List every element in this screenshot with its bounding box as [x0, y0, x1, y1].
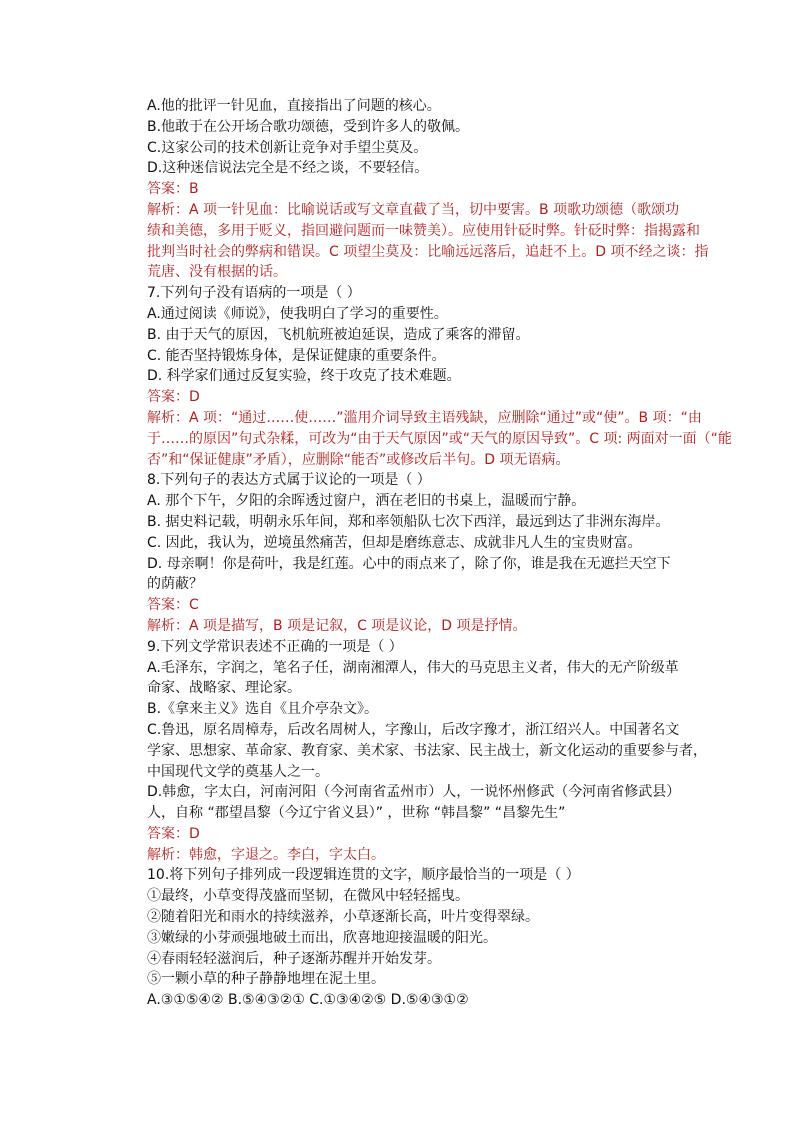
answer-label: 答案：B — [147, 181, 199, 198]
answer-label: 答案：D — [147, 389, 200, 406]
explanation-line: 荒唐、没有根据的话。 — [147, 264, 287, 281]
option-c: C. 能否坚持锻炼身体，是保证健康的重要条件。 — [147, 347, 446, 364]
question-stem: 10.将下列句子排列成一段逻辑连贯的文字，顺序最恰当的一项是（ ） — [147, 867, 580, 884]
explanation-line: 解析：韩愈，字退之。李白，字太白。 — [147, 846, 385, 863]
sentence-1: ①最终，小草变得茂盛而坚韧，在微风中轻轻摇曳。 — [147, 888, 469, 905]
explanation-line: 解析：A 项是描写，B 项是记叙，C 项是议论，D 项是抒情。 — [147, 617, 527, 634]
explanation-line: 绩和美德，多用于贬义，指回避问题而一味赞美）。应使用针砭时弊。针砭时弊：指揭露和 — [147, 222, 700, 239]
option-d: D. 科学家们通过反复实验，终于攻克了技术难题。 — [147, 368, 461, 385]
question-6 — [147, 96, 709, 283]
option-d: D. 母亲啊！你是荷叶，我是红莲。心中的雨点来了，除了你，谁是我在无遮拦天空下 — [147, 555, 671, 572]
question-stem: 7.下列句子没有语病的一项是（ ） — [147, 285, 361, 302]
question-9 — [147, 637, 707, 866]
choice-options: A.③①⑤④② B.⑤④③②① C.①③④②⑤ D.⑤④③①② — [147, 992, 469, 1009]
option-c-continued: 学家、思想家、革命家、教育家、美术家、书法家、民主战士，新文化运动的重要参与者， — [147, 742, 707, 759]
option-a: A.通过阅读《师说》，使我明白了学习的重要性。 — [147, 305, 448, 322]
exam-page — [147, 96, 732, 1011]
answer-label: 答案：D — [147, 825, 200, 842]
option-b: B. 由于天气的原因，飞机航班被迫延误，造成了乘客的滞留。 — [147, 326, 530, 343]
question-stem: 8.下列句子的表达方式属于议论的一项是（ ） — [147, 472, 431, 489]
option-d-continued: 的荫蔽？ — [147, 576, 203, 593]
option-b: B.《拿来主义》选自《且介亭杂文》。 — [147, 701, 379, 718]
explanation-line: 解析：A 项：“通过……使……”滥用介词导致主语残缺，应删除“通过”或“使”。B 项：“由 — [147, 409, 702, 426]
option-b: B. 据史料记载，明朝永乐年间，郑和率领船队七次下西洋，最远到达了非洲东海岸。 — [147, 513, 670, 530]
answer-label: 答案：C — [147, 597, 199, 614]
option-d: D.这种迷信说法完全是不经之谈，不要轻信。 — [147, 160, 429, 177]
option-c-continued: 中国现代文学的奠基人之一。 — [147, 763, 329, 780]
option-a: A.他的批评一针见血，直接指出了问题的核心。 — [147, 98, 441, 114]
option-d: D.韩愈，字太白，河南河阳（今河南省孟州市）人，一说怀州修武（今河南省修武县） — [147, 784, 681, 801]
option-c: C. 因此，我认为，逆境虽然痛苦，但却是磨练意志、成就非凡人生的宝贵财富。 — [147, 534, 642, 551]
option-c: C.鲁迅，原名周樟寿，后改名周树人，字豫山，后改字豫才，浙江绍兴人。中国著名文 — [147, 721, 680, 738]
option-c: C.这家公司的技术创新让竞争对手望尘莫及。 — [147, 139, 428, 156]
sentence-3: ③嫩绿的小芽顽强地破土而出，欣喜地迎接温暖的阳光。 — [147, 929, 497, 946]
explanation-line: 解析：A 项一针见血：比喻说话或写文章直截了当，切中要害。B 项歌功颂德（歌颂功 — [147, 201, 680, 218]
question-10 — [147, 865, 687, 1011]
option-d-continued: 人，自称 “郡望昌黎（今辽宁省义县）” ，世称 “韩昌黎” “昌黎先生” — [147, 805, 566, 822]
explanation-line: 否”和“保证健康”矛盾），应删除“能否”或修改后半句。D 项无语病。 — [147, 451, 570, 468]
question-stem: 9.下列文学常识表述不正确的一项是（ ） — [147, 638, 403, 655]
option-b: B.他敢于在公开场合歌功颂德，受到许多人的敬佩。 — [147, 118, 470, 135]
sentence-4: ④春雨轻轻滋润后，种子逐渐苏醒并开始发芽。 — [147, 950, 441, 967]
option-a: A.毛泽东，字润之，笔名子任，湖南湘潭人，伟大的马克思主义者，伟大的无产阶级革 — [147, 659, 679, 676]
explanation-line: 于……的原因”句式杂糅，可改为“由于天气原因”或“天气的原因导致”。C 项: 两面对一面（“能 — [147, 430, 732, 447]
sentence-2: ②随着阳光和雨水的持续滋养，小草逐渐长高，叶片变得翠绿。 — [147, 909, 539, 926]
explanation-line: 批判当时社会的弊病和错误。C 项望尘莫及：比喻远远落后，追赶不上。D 项不经之谈：指 — [147, 243, 709, 260]
option-a-continued: 命家、战略家、理论家。 — [147, 680, 301, 697]
question-7 — [147, 283, 732, 470]
option-a: A. 那个下午，夕阳的余晖透过窗户，洒在老旧的书桌上，温暖而宁静。 — [147, 493, 586, 510]
question-8 — [147, 470, 687, 636]
sentence-5: ⑤一颗小草的种子静静地埋在泥土里。 — [147, 971, 385, 988]
